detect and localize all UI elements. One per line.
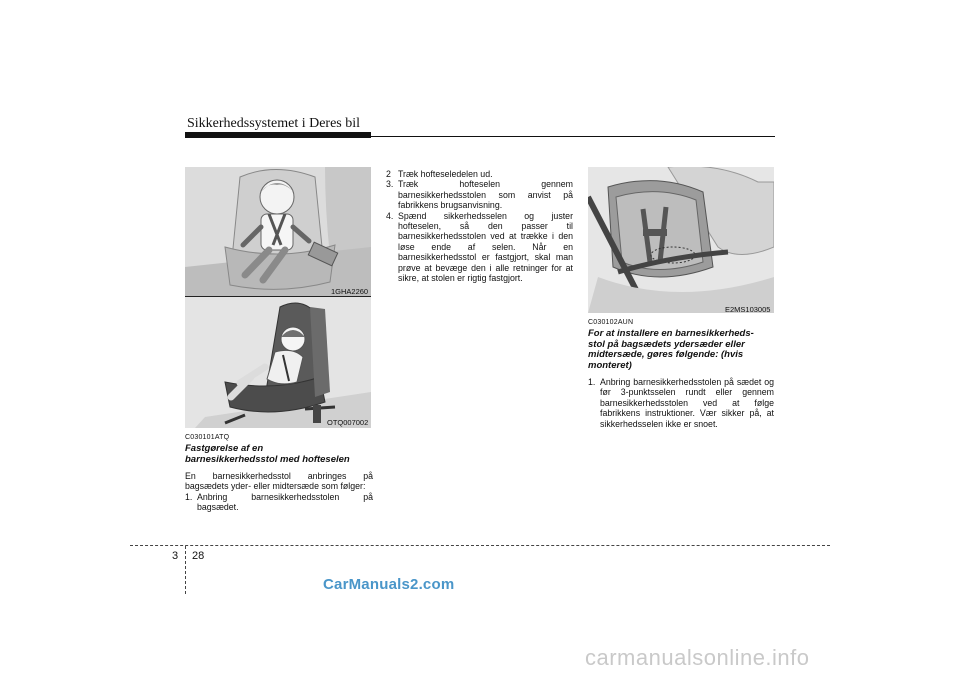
step-number: 1. — [185, 491, 193, 502]
step-text: Træk hofteseledelen ud. — [398, 169, 493, 180]
step-number: 4. — [386, 210, 394, 221]
chapter-number: 3 — [172, 550, 179, 562]
footer-rule — [130, 545, 830, 546]
step-item — [386, 169, 573, 179]
step-number: 2 — [386, 169, 391, 179]
step-item — [588, 377, 774, 429]
figure-child-seat-isofix — [185, 297, 371, 428]
step-item — [386, 179, 573, 210]
step-text: Spænd sikkerhedsselen og juster hofteselen, så den passer til barnesikkerhedsstolen ved at trække i den løse ende af selen. Når en barnesikkerhedsstol er fastgjort, skal man prøve at bevæge den i alle retninger for at sikre, at stolen er rigtig fastgjort. — [398, 210, 573, 284]
section-code: C030101ATQ — [185, 434, 230, 441]
watermark-left[interactable]: CarManuals2.com — [323, 576, 455, 593]
seat-belt-illustration — [588, 167, 774, 313]
page-number: 28 — [192, 550, 205, 562]
child-seat-illustration — [185, 297, 371, 428]
section-code: C030102AUN — [588, 319, 634, 326]
figure-label-1: 1GHA2260 — [331, 287, 369, 296]
section-heading: Fastgørelse af en barnesikkerhedsstol med hofteselen — [185, 443, 350, 465]
step-number: 3. — [386, 179, 394, 190]
figure-booster-seat — [185, 167, 371, 297]
section-heading: For at installere en barnesikkerheds-stol på bagsædets ydersæder eller midtersæde, gøres følgende: (hvis monteret) — [588, 328, 754, 371]
step-item — [386, 211, 573, 284]
header-tab-bar — [185, 132, 371, 138]
intro-paragraph: En barnesikkerhedsstol anbringes på bagsædets yder- eller midtersæde som følger: — [185, 471, 373, 492]
column-1-text — [185, 434, 373, 513]
step-text: Træk hofteselen gennem barnesikkerhedsstolen som anvist på fabrikkens brugsanvisning. — [398, 179, 573, 211]
header-rule — [185, 136, 775, 137]
step-text: Anbring barnesikkerhedsstolen på sædet og før 3-punktsselen rundt eller gennem barnesikkerhedsstolen ved at følge fabrikkens instruktioner. Vær sikker på, at sikkerhedsselen ikke er snoet. — [600, 377, 774, 429]
step-text: Anbring barnesikkerhedsstolen på bagsædet. — [197, 491, 373, 513]
footer-vertical-rule — [185, 546, 186, 594]
booster-seat-illustration — [185, 167, 371, 297]
section-title: Sikkerhedssystemet i Deres bil — [187, 116, 361, 131]
watermark-right: carmanualsonline.info — [585, 645, 810, 670]
step-number: 1. — [588, 377, 596, 387]
figure-label-3: E2MS103005 — [725, 305, 771, 314]
figure-3-point-belt — [588, 167, 774, 313]
column-3-text — [588, 319, 774, 429]
column-2-text — [386, 169, 573, 284]
step-item — [185, 492, 373, 513]
figure-label-2: OTQ007002 — [327, 418, 369, 427]
